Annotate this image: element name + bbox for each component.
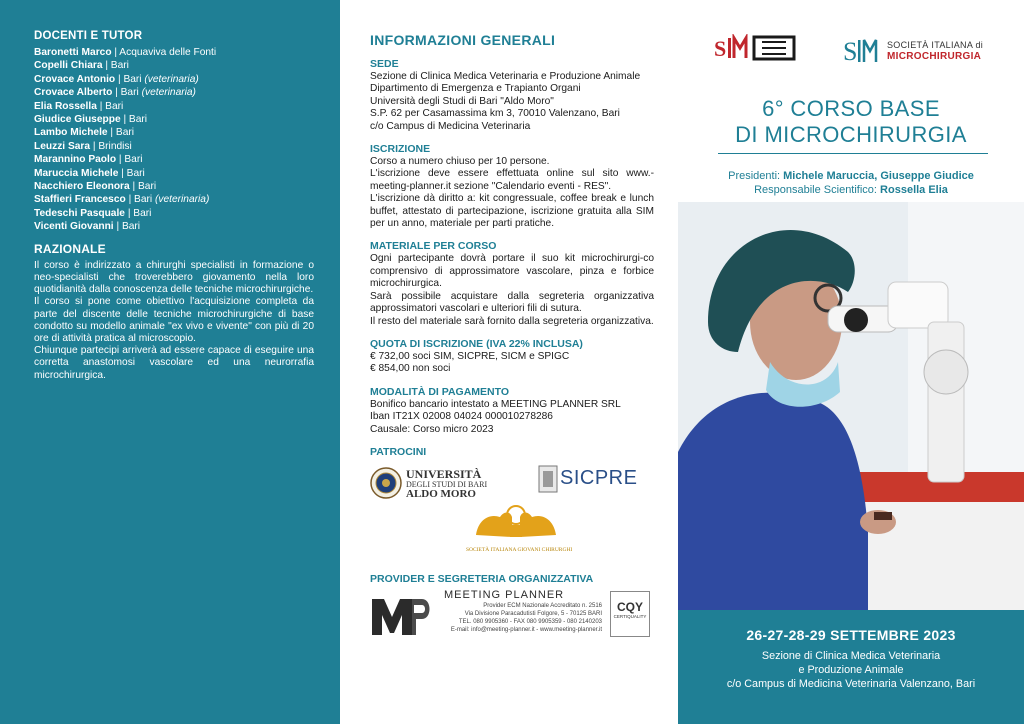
course-title [678,96,1024,148]
docente-row [34,140,314,153]
docente-row [34,207,314,220]
docente-row [34,193,314,206]
docente-city: | Bari [107,127,135,139]
cqy-text: CQY [616,599,643,614]
sigc-lions-icon [470,503,562,541]
docente-name: Nacchiero Eleonora [34,181,130,193]
iscrizione-line: Corso a numero chiuso per 10 persone. [370,156,550,168]
presidenti-line [678,169,1024,183]
materiale-section [370,240,654,327]
quota-line: € 854,00 non soci [370,363,451,375]
docente-row [34,73,314,86]
docente-city: | Bari [124,207,152,219]
materiale-line: Il resto del materiale sarà fornito dalla segreteria organizzativa. [370,315,654,327]
mp-line: TEL. 080 9905360 - FAX 080 9905359 - 080 2140203 [458,618,602,625]
pagamento-line: Causale: Corso micro 2023 [370,423,494,435]
presidenti-block [678,169,1024,197]
docente-city: | Bari [102,60,129,72]
venue-line: Sezione di Clinica Medica Veterinaria [761,650,941,662]
razionale-heading: RAZIONALE [34,241,106,256]
razionale-paragraph-3: Chiunque partecipi arriverà ad essere capace di eseguire una corretta anastomosi vascolare ed una neurorrafia microchirurgica. [34,345,314,381]
docente-row [34,167,314,180]
docente-name: Leuzzi Sara [34,140,91,152]
docente-city: | Acquaviva delle Fonti [111,47,217,58]
docente-note: (veterinaria) [144,73,199,85]
docente-row [34,180,314,193]
docente-row [34,220,314,233]
sim-microchirurgia-logo-icon [714,34,800,64]
docente-city: | Bari [120,114,148,126]
docente-city: | Bari [116,154,143,166]
left-panel [0,0,340,724]
iscrizione-line: L'iscrizione deve essere effettuata online sul sito www.-meeting-planner.it sezione "Calendario eventi - RES". [370,168,654,192]
quota-section [370,338,654,376]
docente-note: (veterinaria) [141,87,196,99]
docente-row [34,46,314,59]
docente-name: Baronetti Marco [34,47,112,58]
docente-city: | Bari [129,181,157,193]
mp-line: E-mail: info@meeting-planner.it - www.meeting-planner.it [450,626,602,633]
docente-row [34,126,314,139]
course-title-line1: 6° CORSO BASE [762,96,940,121]
docente-row [34,100,314,113]
razionale-paragraph-2: Il corso si pone come obiettivo l'acquisizione completa da parte del discente delle tecniche microchirurgiche di base condotto su modello animale "ex vivo e vivente" con più di 20 ore di attività pratica al microscopio. [34,296,314,344]
course-dates: 26-27-28-29 SETTEMBRE 2023 [746,627,956,643]
info-heading: INFORMAZIONI GENERALI [370,32,556,48]
iscrizione-line: L'iscrizione dà diritto a: kit congressuale, coffee break e lunch buffet, attestato di partecipazione, iscrizione gratuita alla SIM per un anno, materiale per parti pratiche. [370,193,654,230]
mp-line: Provider ECM Nazionale Accreditato n. 2516 [483,602,602,609]
docente-name: Copelli Chiara [34,60,103,72]
docente-name: Staffieri Francesco [34,194,126,206]
svg-text:S: S [714,36,727,61]
venue-line: c/o Campus di Medicina Veterinaria Valenzano, Bari [726,678,976,690]
docente-city: | Bari [125,194,155,206]
uniba-line2: DEGLI STUDI DI BARI [406,479,488,489]
sim-society-emblem-icon [843,34,883,68]
right-panel [678,0,1024,724]
course-photo [678,202,1024,610]
sede-line: c/o Campus di Medicina Veterinaria [370,120,531,132]
docente-name: Tedeschi Pasquale [34,207,125,219]
responsabile-line [678,183,1024,197]
docente-name: Giudice Giuseppe [34,114,121,126]
docente-city: | Brindisi [90,140,132,152]
responsabile-name: Rossella Elia [880,184,948,196]
materiale-heading: MATERIALE PER CORSO [370,240,497,253]
cqy-sub: CERTIQUALITY [613,613,647,619]
venue-line: e Produzione Animale [798,664,904,676]
pagamento-section [370,386,654,436]
society-line1: SOCIETÀ ITALIANA di [887,40,984,50]
sede-line: Università degli Studi di Bari "Aldo Moro" [370,95,554,107]
certiquality-badge [610,591,650,637]
sigc-text: SOCIETÀ ITALIANA GIOVANI CHIRURGHI [466,546,573,553]
docenti-list [34,46,314,234]
quota-line: € 732,00 soci SIM, SICPRE, SICM e SPIGC [370,350,570,362]
society-line2: MICROCHIRURGIA [887,51,982,62]
provider-heading: PROVIDER E SEGRETERIA ORGANIZZATIVA [370,572,594,585]
pagamento-heading: MODALITÀ DI PAGAMENTO [370,385,510,398]
middle-panel [340,0,678,724]
sede-heading: SEDE [370,58,399,70]
sicpre-text: SICPRE [560,466,638,489]
pagamento-line: Bonifico bancario intestato a MEETING PLANNER SRL [370,398,621,410]
pagamento-line: Iban IT21X 02008 04024 000010278286 [370,411,553,423]
docente-row [34,59,314,72]
docente-note: (veterinaria) [155,194,210,206]
meeting-planner-logo-icon [370,593,430,637]
quota-heading: QUOTA DI ISCRIZIONE (IVA 22% INCLUSA) [370,337,583,350]
uniba-line3: ALDO MORO [406,487,476,500]
sigc-logo [466,503,573,553]
sede-line: S.P. 62 per Casamassima km 3, 70010 Valenzano, Bari [370,108,620,120]
docente-name: Vicenti Giovanni [34,221,114,233]
sede-line: Dipartimento di Emergenza e Trapianto Organi [370,83,581,95]
docente-city: | Bari [112,87,142,99]
docente-row [34,153,314,166]
docente-name: Crovace Alberto [34,87,113,99]
docente-name: Lambo Michele [34,127,108,139]
sede-line: Sezione di Clinica Medica Veterinaria e Produzione Animale [370,71,641,82]
iscrizione-heading: ISCRIZIONE [370,143,431,156]
uniba-line1: UNIVERSITÀ [406,466,482,481]
presidenti-names: Michele Maruccia, Giuseppe Giudice [783,170,974,182]
docente-row [34,113,314,126]
docente-city: | Bari [115,73,145,85]
meeting-planner-details [432,602,602,634]
materiale-line: Ogni partecipante dovrà portare il suo kit microchirurgi-co comprensivo di approssimatore vascolare, pinza e forbice microchirurgica. [370,253,654,290]
docenti-heading: DOCENTI E TUTOR [34,30,143,42]
materiale-line: Sarà possibile acquistare dalla segreteria organizzativa approssimatori vascolari e ulteriori fili di sutura. [370,290,654,315]
provider-block [370,587,654,647]
patrocini-heading: PATROCINI [370,445,427,458]
docente-city: | Bari [113,221,141,233]
mp-line: Via Divisione Paracadutisti Folgore, 5 - 70125 BARI [464,610,602,617]
course-title-line2: DI MICROCHIRURGIA [735,122,967,147]
razionale-paragraph-1: Il corso è indirizzato a chirurghi specialisti in formazione o neo-specialisti che troverebbero giovamento nella loro quotidianità dalla conoscenza delle tecniche microchirurgiche. [34,259,314,296]
svg-text:S: S [843,37,858,66]
responsabile-label: Responsabile Scientifico: [754,184,881,196]
sicpre-emblem-icon [538,465,558,493]
sede-section [370,58,654,133]
iscrizione-section [370,143,654,230]
docente-city: | Bari [118,167,145,179]
docente-row [34,86,314,99]
docente-name: Marannino Paolo [34,154,117,166]
uniba-seal-icon [370,467,402,499]
docente-city: | Bari [96,100,124,112]
docente-name: Crovace Antonio [34,73,116,85]
title-divider [718,153,988,154]
docente-name: Elia Rossella [34,100,97,112]
docente-name: Maruccia Michele [34,167,119,179]
meeting-planner-name: MEETING PLANNER [444,588,565,601]
dates-box [678,610,1024,724]
presidenti-label: Presidenti: [728,170,784,182]
patrocini-logos [370,459,654,567]
sim-logo [714,34,800,69]
venue-block [678,649,1024,691]
microscope-photo-illustration [678,202,1024,610]
